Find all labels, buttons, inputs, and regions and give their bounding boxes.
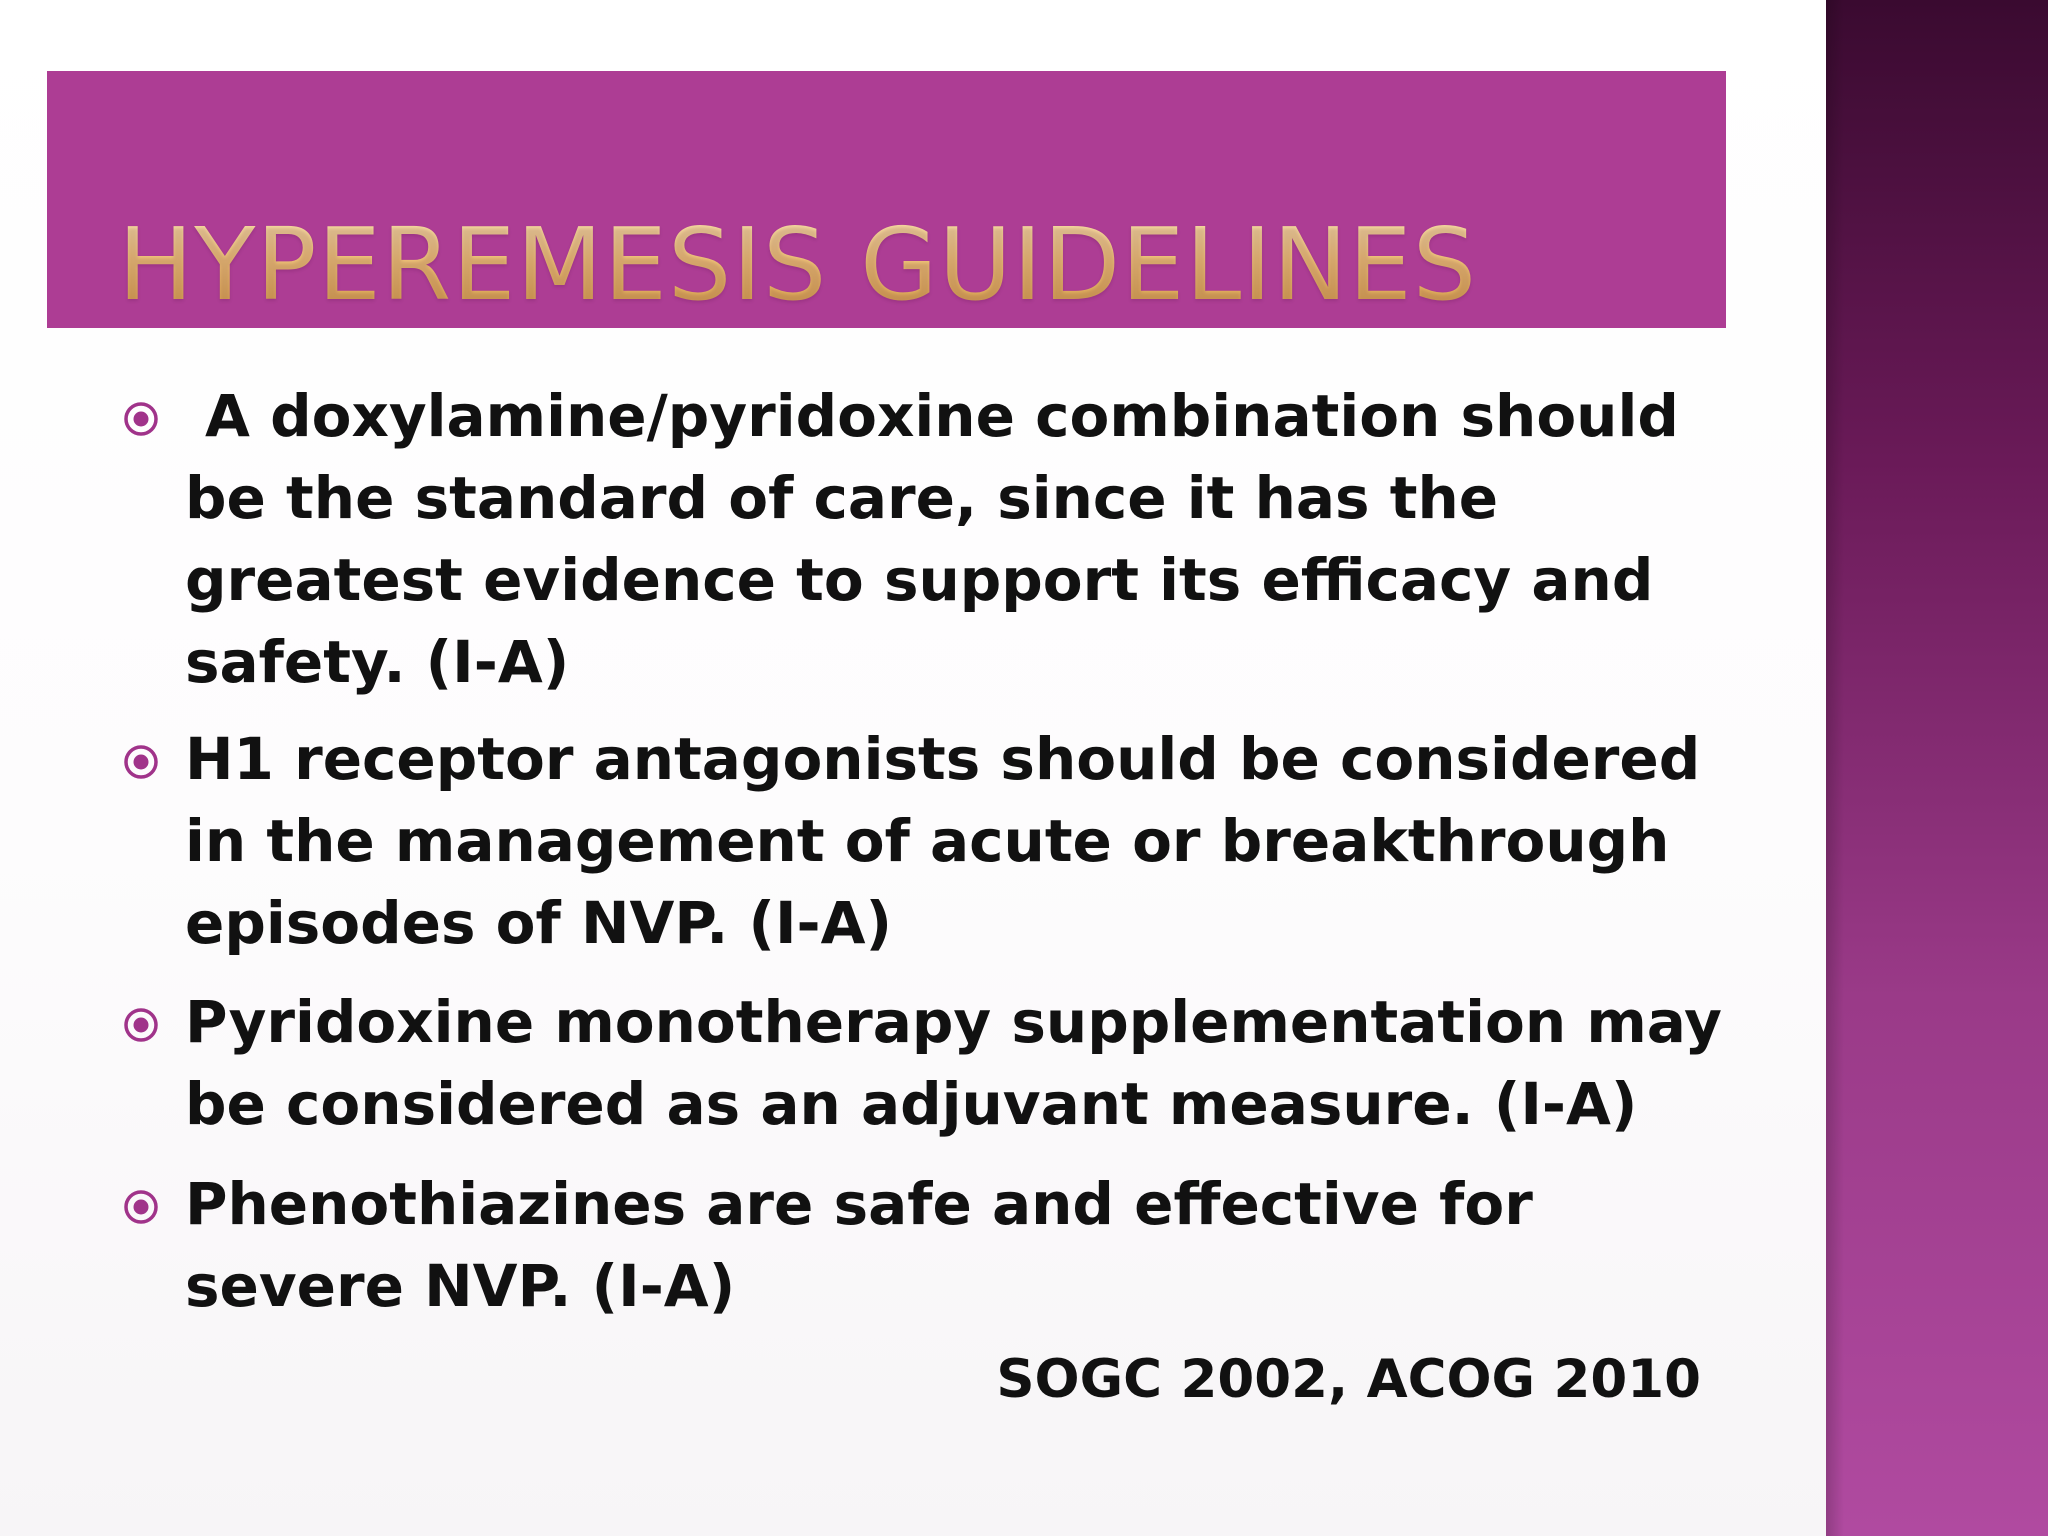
circled-dot-icon bbox=[122, 1006, 160, 1044]
bullet-text: Pyridoxine monotherapy supplementation may be considered as an adjuvant measure. (I-A) bbox=[185, 988, 1722, 1138]
bullet-text: A doxylamine/pyridoxine combination should be the standard of care, since it has the greatest evidence to support its efficacy and safety. (I-A) bbox=[185, 382, 1679, 696]
circled-dot-icon bbox=[122, 743, 160, 781]
circled-dot-icon bbox=[122, 400, 160, 438]
circled-dot-icon bbox=[122, 1188, 160, 1226]
bullet-text: Phenothiazines are safe and effective for severe NVP. (I-A) bbox=[185, 1170, 1533, 1320]
bullet-text: H1 receptor antagonists should be considered in the management of acute or breakthrough episodes of NVP. (I-A) bbox=[185, 725, 1701, 957]
slide-title: HYPEREMESIS GUIDELINES bbox=[118, 206, 1478, 323]
citation: SOGC 2002, ACOG 2010 bbox=[996, 1349, 1701, 1410]
decorative-side-bar bbox=[1826, 0, 2048, 1536]
